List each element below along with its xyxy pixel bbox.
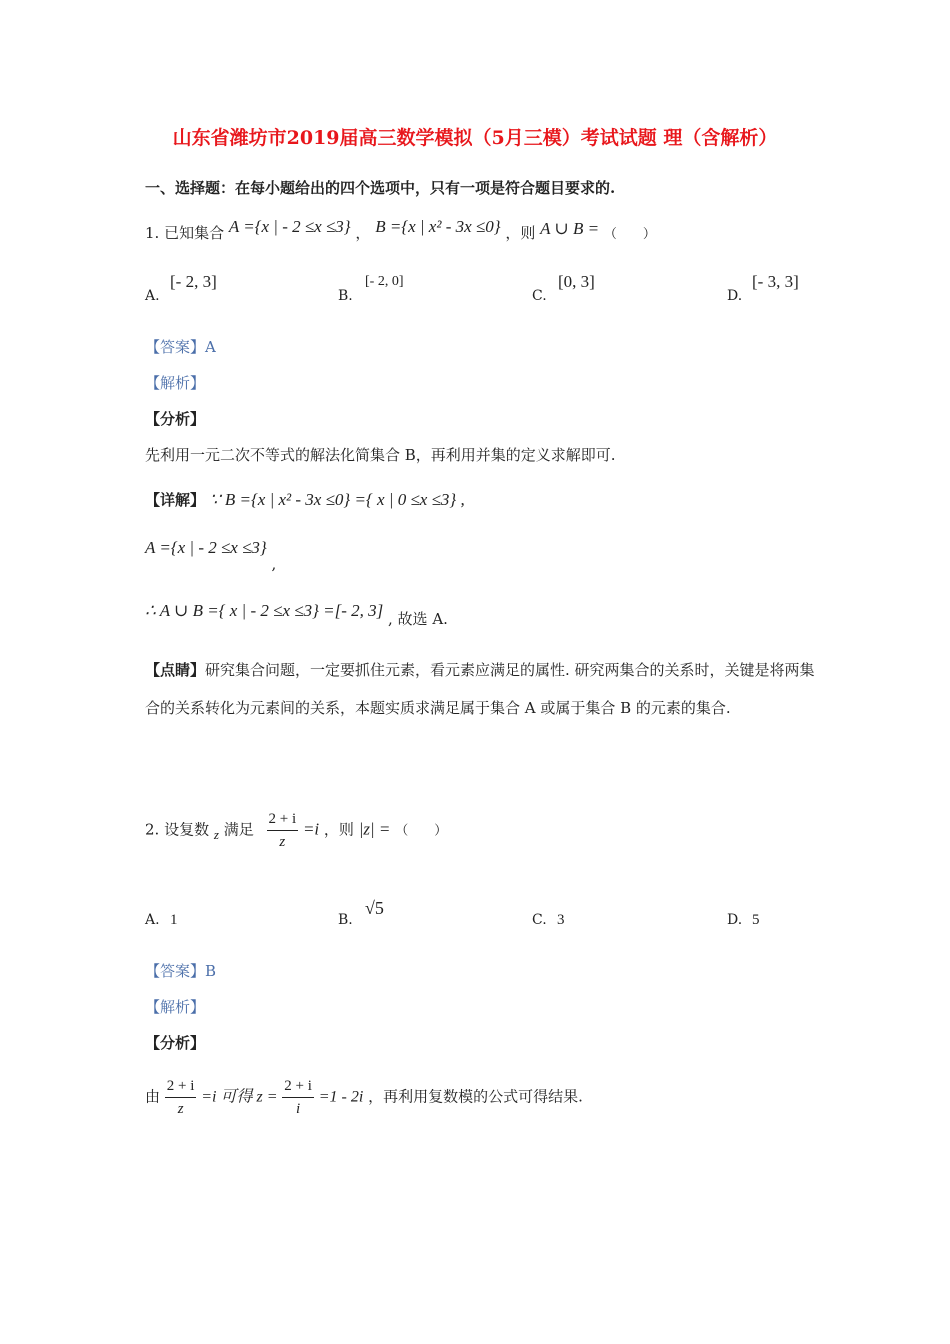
- q2-option-b-label: B.: [338, 912, 353, 928]
- equals-i: =i: [302, 819, 320, 839]
- union-formula: A ∪ B =: [540, 219, 600, 238]
- solution-equals-1: =i 可得 z =: [201, 1088, 278, 1106]
- q2-option-a-value: 1: [170, 912, 178, 928]
- you-text: 由: [145, 1087, 161, 1106]
- detail-conclusion: , 故选 A.: [388, 610, 448, 628]
- q2-option-c-label: C.: [532, 912, 547, 928]
- question-2-stem: [145, 808, 447, 853]
- q2-option-d-value: 5: [752, 912, 760, 928]
- question-1-prefix: 1. 已知集合: [145, 224, 225, 242]
- solution-fraction-2-numerator: 2 + i: [282, 1075, 314, 1098]
- fraction-numerator: 2 + i: [267, 808, 299, 831]
- option-a-label: A.: [145, 288, 160, 304]
- detail-tag: 【详解】: [145, 491, 206, 509]
- q2-solution-line: [145, 1075, 583, 1120]
- option-c-label: C.: [532, 288, 547, 304]
- detail-formula-3: ∴ A ∪ B ={ x | - 2 ≤x ≤3} =[- 2, 3]: [145, 601, 384, 620]
- then-text: ，则: [505, 224, 536, 242]
- detail-formula-1: ∵ B ={x | x² - 3x ≤0} ={ x | 0 ≤x ≤3} ,: [209, 490, 465, 509]
- then-text-2: ，则: [323, 820, 354, 839]
- set-a-formula: A ={x | - 2 ≤x ≤3}: [228, 217, 351, 236]
- analysis-tag-1: 【解析】: [145, 374, 206, 392]
- answer-paren-2: （ ）: [395, 823, 448, 839]
- fraction-denominator: z: [279, 834, 286, 850]
- answer-paren: （ ）: [603, 227, 656, 242]
- question-2-prefix: 2. 设复数: [145, 820, 210, 839]
- fraction: [267, 808, 299, 853]
- option-b-label: B.: [338, 288, 353, 304]
- section-heading: 一、选择题：在每小题给出的四个选项中，只有一项是符合题目要求的.: [145, 179, 616, 197]
- solution-equals-2: =1 - 2i: [318, 1088, 364, 1106]
- detail-comma: ,: [271, 555, 277, 573]
- solution-fraction-2-denominator: i: [296, 1101, 301, 1117]
- page-title: 山东省潍坊市2019届高三数学模拟（5月三模）考试试题 理（含解析）: [172, 127, 778, 149]
- analysis-tag-2: 【解析】: [145, 998, 206, 1016]
- set-b-formula: B ={x | x² - 3x ≤0}: [375, 217, 501, 236]
- solution-tail: ，再利用复数模的公式可得结果.: [368, 1087, 583, 1106]
- answer-tag-2: 【答案】B: [145, 962, 217, 980]
- abs-z: |z| =: [358, 819, 391, 839]
- dianjing-tag: 【点睛】: [145, 661, 206, 679]
- option-b-value: [- 2, 0]: [365, 274, 404, 289]
- question-1-stem: [145, 217, 656, 243]
- q2-option-d-label: D.: [727, 912, 743, 928]
- separator: ，: [355, 224, 371, 242]
- detail-formula-2: A ={x | - 2 ≤x ≤3}: [145, 538, 267, 557]
- solution-fraction-2: [282, 1075, 314, 1120]
- dianjing-text: 研究集合问题，一定要抓住元素，看元素应满足的属性. 研究两集合的关系时，关键是将两集合的关系转化为元素间的关系，本题实质求满足属于集合 A 或属于集合 B 的元素的集合.: [145, 661, 815, 717]
- detail-line-2: [145, 538, 277, 573]
- fenxi-tag-2: 【分析】: [145, 1034, 206, 1052]
- option-c-value: [0, 3]: [558, 272, 595, 291]
- option-d-value: [- 3, 3]: [752, 272, 799, 291]
- q2-option-c-value: 3: [557, 912, 565, 928]
- dianjing-paragraph: [145, 651, 815, 727]
- answer-tag-1: 【答案】A: [145, 338, 216, 356]
- solution-fraction-1-numerator: 2 + i: [165, 1075, 197, 1098]
- variable-z: z: [213, 826, 219, 842]
- solution-fraction-1: [165, 1075, 197, 1120]
- solution-fraction-1-denominator: z: [177, 1101, 184, 1117]
- detail-line-3: [145, 600, 448, 628]
- q2-option-a-label: A.: [145, 912, 160, 928]
- satisfy-text: 满足: [223, 820, 254, 839]
- option-a-value: [- 2, 3]: [170, 272, 217, 291]
- fenxi-tag-1: 【分析】: [145, 410, 206, 428]
- q2-option-b-value: √5: [365, 898, 384, 918]
- option-d-label: D.: [727, 288, 743, 304]
- detail-line-1: [145, 489, 465, 510]
- fenxi-text-1: 先利用一元二次不等式的解法化简集合 B，再利用并集的定义求解即可.: [145, 446, 616, 464]
